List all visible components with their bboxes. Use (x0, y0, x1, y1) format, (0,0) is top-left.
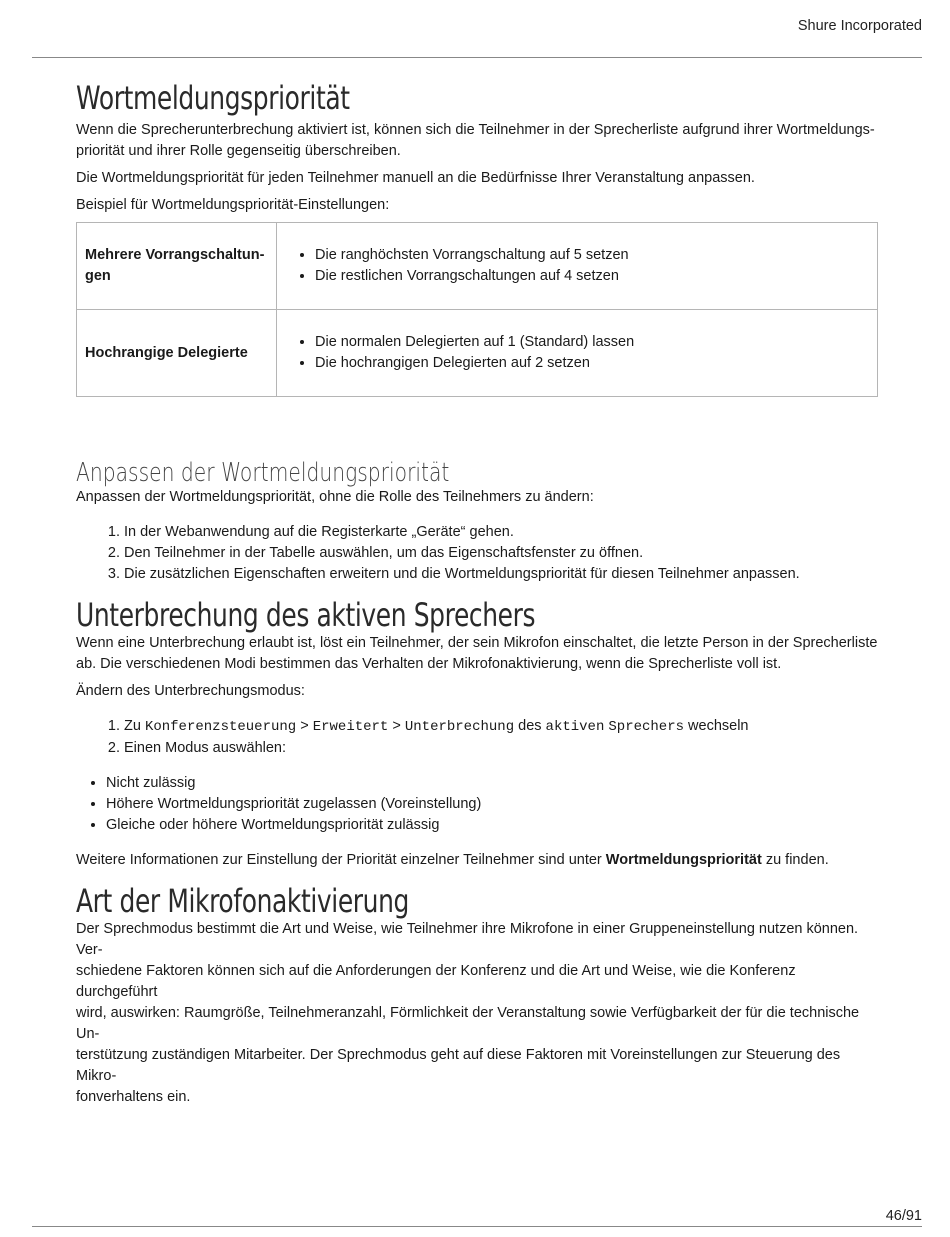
text: zu finden. (765, 852, 829, 868)
text-line: Wenn die Sprecherunterbrechung aktiviert ist, können sich die Teilnehmer in der Sprecherliste aufgrund ihrer Wortmeldungs- (76, 122, 875, 138)
paragraph: Ändern des Unterbrechungsmodus: (76, 683, 305, 699)
text: des (518, 718, 542, 734)
section-title-anpassen: Anpassen der Wortmeldungspriorität (76, 458, 450, 488)
paragraph (76, 919, 878, 1108)
paragraph: Die Wortmeldungspriorität für jeden Teilnehmer manuell an die Bedürfnisse Ihrer Veranstaltung anpassen. (76, 170, 755, 186)
paragraph (76, 850, 878, 871)
table-row (77, 310, 878, 397)
text: wechseln (688, 718, 749, 734)
table-cell-value (277, 223, 878, 310)
page-number: 46/91 (885, 1208, 922, 1224)
table-cell-key: Hochrangige Delegierte (77, 310, 277, 397)
text-line: wird, auswirken: Raumgröße, Teilnehmeranzahl, Förmlichkeit der Veranstaltung sowie Verfügbarkeit der für die technische Un- (76, 1005, 860, 1042)
list-item: • Gleiche oder höhere Wortmeldungspriorität zulässig (106, 815, 878, 836)
paragraph (76, 633, 878, 675)
section-title-mikrofonaktivierung: Art der Mikrofonaktivierung (76, 882, 409, 920)
cell-text: gen (85, 268, 111, 284)
list-item (124, 716, 878, 738)
text: Weitere Informationen zur Einstellung der Priorität einzelner Teilnehmer sind unter (76, 852, 602, 868)
modes-list (76, 773, 878, 836)
menu-path-aktiven: aktiven (545, 719, 605, 735)
section-title-unterbrechung: Unterbrechung des aktiven Sprechers (76, 596, 536, 634)
list-item: 2. Den Teilnehmer in der Tabelle auswählen, um das Eigenschaftsfenster zu öffnen. (124, 543, 878, 564)
list-item: • Nicht zulässig (106, 773, 878, 794)
text-line: fonverhaltens ein. (76, 1089, 191, 1105)
text-line: ab. Die verschiedenen Modi bestimmen das Verhalten der Mikrofonaktivierung, wenn die Sprecherliste voll ist. (76, 656, 782, 672)
table-cell-value (277, 310, 878, 397)
priority-example-table-wrap (76, 222, 878, 397)
page-content (76, 78, 878, 1114)
list-item: • Die hochrangigen Delegierten auf 2 setzen (315, 353, 869, 374)
cell-text: Mehrere Vorrangschaltun- (85, 247, 265, 263)
steps-list (76, 522, 878, 585)
text: Zu (124, 718, 141, 734)
text-line: Wenn eine Unterbrechung erlaubt ist, löst ein Teilnehmer, der sein Mikrofon einschaltet, die letzte Person in der Sprecherliste (76, 635, 878, 651)
list-item: • Die restlichen Vorrangschaltungen auf 4 setzen (315, 266, 869, 287)
text-line: priorität und ihrer Rolle gegenseitig überschreiben. (76, 143, 401, 159)
section-title-wortmeldungsprioritaet: Wortmeldungspriorität (76, 79, 350, 117)
menu-path-konferenzsteuerung: Konferenzsteuerung (144, 719, 297, 735)
table-row (77, 223, 878, 310)
text-line: terstützung zuständigen Mitarbeiter. Der Sprechmodus geht auf diese Faktoren mit Voreinstellungen zur Steuerung des Mikro- (76, 1047, 841, 1084)
list-item: • Höhere Wortmeldungspriorität zugelassen (Voreinstellung) (106, 794, 878, 815)
menu-path-sprechers: Sprechers (608, 719, 685, 735)
paragraph: Beispiel für Wortmeldungspriorität-Einstellungen: (76, 197, 390, 213)
list-item: • Die ranghöchsten Vorrangschaltung auf 5 setzen (315, 245, 869, 266)
list-item: 2. Einen Modus auswählen: (124, 738, 878, 759)
steps-list (76, 716, 878, 759)
paragraph: Anpassen der Wortmeldungspriorität, ohne die Rolle des Teilnehmers zu ändern: (76, 489, 594, 505)
reference-link-wortmeldungsprioritaet[interactable]: Wortmeldungspriorität (605, 852, 762, 868)
menu-path-erweitert: Erweitert (312, 719, 389, 735)
header-divider (32, 57, 922, 58)
text-line: schiedene Faktoren können sich auf die Anforderungen der Konferenz und die Art und Weise, wie die Konferenz durchgeführt (76, 963, 796, 1000)
list-item: 1. In der Webanwendung auf die Registerkarte „Geräte“ gehen. (124, 522, 878, 543)
footer-divider (32, 1226, 922, 1227)
table-cell-key (77, 223, 277, 310)
header-company: Shure Incorporated (797, 18, 922, 34)
list-item: • Die normalen Delegierten auf 1 (Standard) lassen (315, 332, 869, 353)
list-item: 3. Die zusätzlichen Eigenschaften erweitern und die Wortmeldungspriorität für diesen Teilnehmer anpassen. (124, 564, 878, 585)
priority-example-table (76, 222, 878, 397)
path-separator: > (300, 718, 309, 734)
paragraph (76, 120, 878, 162)
text-line: Der Sprechmodus bestimmt die Art und Weise, wie Teilnehmer ihre Mikrofone in einer Gruppeneinstellung nutzen können. Ver- (76, 921, 859, 958)
path-separator: > (392, 718, 401, 734)
menu-path-unterbrechung: Unterbrechung (404, 719, 515, 735)
